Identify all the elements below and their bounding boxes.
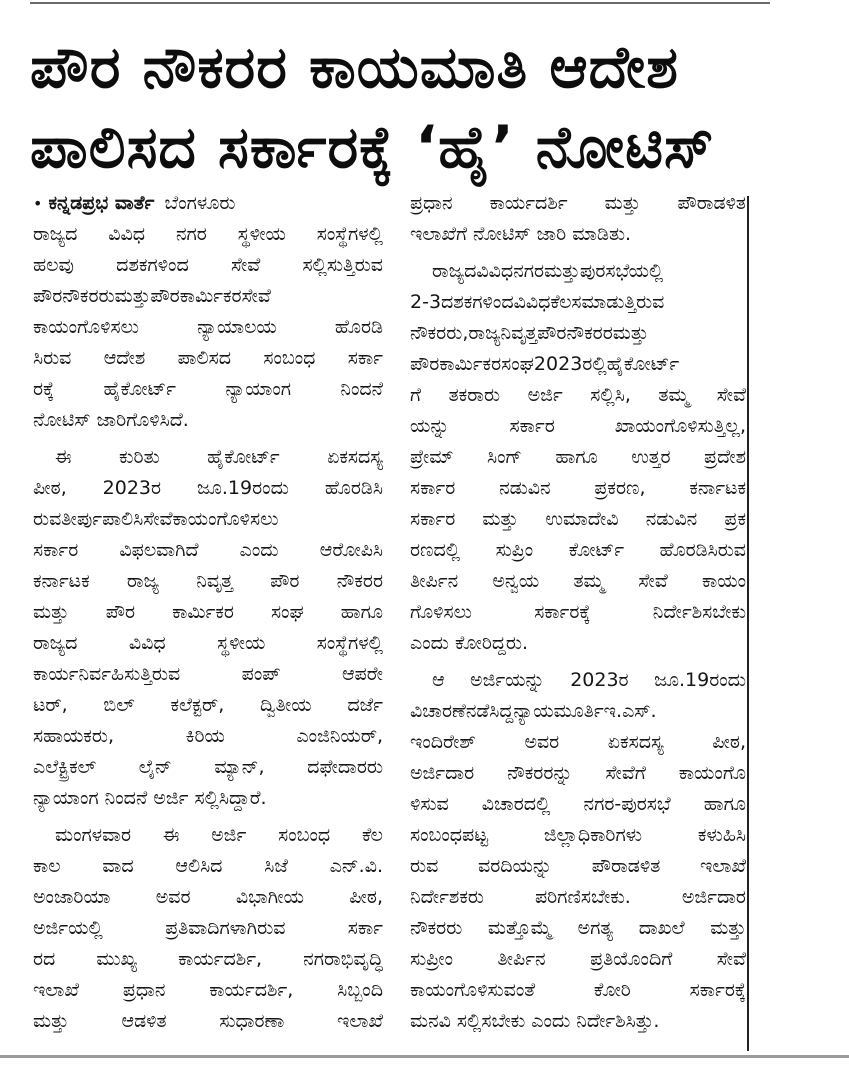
article-line: ನ್ಯಾಯಾಂಗ ನಿಂದನೆ ಅರ್ಜಿ ಸಲ್ಲಿಸಿದ್ದಾರೆ.: [33, 787, 267, 809]
article-line: ರಣದಲ್ಲಿ ಸುಪ್ರಿಂ ಕೋರ್ಟ್ ಹೊರಡಿಸಿರುವ: [410, 539, 746, 561]
article-line: ಕಾರ್ಯನಿರ್ವಹಿಸುತ್ತಿರುವ ಪಂಪ್ ಆಪರೇ: [33, 663, 383, 685]
article-line: ಮಂಗಳವಾರ ಈ ಅರ್ಜಿ ಸಂಬಂಧ ಕೆಲ: [55, 824, 383, 846]
article-line: ಗೊಳಿಸಲು ಸರ್ಕಾರಕ್ಕೆ ನಿರ್ದೇಶಿಸಬೇಕು: [410, 601, 746, 623]
headline: [30, 28, 760, 188]
article-line: ಮನವಿ ಸಲ್ಲಿಸಬೇಕು ಎಂದು ನಿರ್ದೇಶಿಸಿತ್ತು.: [410, 1010, 660, 1032]
article-line: ನಿರ್ದೇಶಕರು ಪರಿಗಣಿಸಬೇಕು. ಅರ್ಜಿದಾರ: [410, 886, 746, 908]
article-line: ಆ ಅರ್ಜಿಯನ್ನು 2023ರ ಜೂ.19ರಂದು: [432, 669, 746, 691]
article-line: ನೋಟಿಸ್ ಜಾರಿಗೊಳಿಸಿದೆ.: [33, 409, 189, 431]
article-line: ರಾಜ್ಯದವಿವಿಧನಗರಮತ್ತುಪುರಸಭೆಯಲ್ಲಿ: [432, 260, 664, 282]
article-line: ಸುಪ್ರೀಂ ತೀರ್ಪಿನ ಪ್ರತಿಯೊಂದಿಗೆ ಸೇವೆ: [410, 948, 746, 970]
article-line: ಇಲಾಖೆಗೆ ನೋಟಿಸ್ ಜಾರಿ ಮಾಡಿತು.: [410, 223, 632, 245]
left-column: [33, 188, 383, 1037]
article-line: ರಾಜ್ಯದ ವಿವಿಧ ಸ್ಥಳೀಯ ಸಂಸ್ಥೆಗಳಲ್ಲಿ: [33, 632, 383, 654]
article-line: ರಕ್ಕೆ ಹೈಕೋರ್ಟ್ ನ್ಯಾಯಾಂಗ ನಿಂದನೆ: [33, 378, 383, 400]
article-line: ನೌಕರರು,ರಾಜ್ಯನಿವೃತ್ತಪೌರನೌಕರರಮತ್ತು: [410, 322, 649, 344]
bottom-rule: [0, 1055, 849, 1058]
headline-line-2: ಪಾಲಿಸದ ಸರ್ಕಾರಕ್ಕೆ ‘ಹೈ’ ನೋಟಿಸ್: [30, 113, 715, 181]
article-line: ಸಂಬಂಧಪಟ್ಟ ಜಿಲ್ಲಾಧಿಕಾರಿಗಳು ಕಳುಹಿಸಿ: [410, 824, 746, 846]
article-line: ಸರ್ಕಾರ ನಡುವಿನ ಪ್ರಕರಣ, ಕರ್ನಾಟಕ: [410, 477, 746, 499]
article-line: ಟರ್, ಬಿಲ್ ಕಲೆಕ್ಟರ್, ದ್ವಿತೀಯ ದರ್ಜೆ: [33, 694, 383, 716]
article-line: ಇಂದಿರೇಶ್ ಅವರ ಏಕಸದಸ್ಯ ಪೀಠ,: [410, 731, 746, 753]
byline-place: ಬೆಂಗಳೂರು: [164, 192, 236, 214]
article-line: ಸರ್ಕಾರ ವಿಫಲವಾಗಿದೆ ಎಂದು ಆರೋಪಿಸಿ: [33, 539, 383, 561]
article-line: ಕಾಯಂಗೊಳಿಸಲು ನ್ಯಾಯಾಲಯ ಹೊರಡಿ: [33, 316, 383, 338]
article-line: ಸರ್ಕಾರ ಮತ್ತು ಉಮಾದೇವಿ ನಡುವಿನ ಪ್ರಕ: [410, 508, 746, 530]
article-line: ಇಲಾಖೆ ಪ್ರಧಾನ ಕಾರ್ಯದರ್ಶಿ, ಸಿಬ್ಬಂದಿ: [33, 979, 383, 1001]
byline: [33, 188, 383, 219]
article-line: ಅರ್ಜಿದಾರ ನೌಕರರನ್ನು ಸೇವೆಗೆ ಕಾಯಂಗೊ: [410, 762, 746, 784]
article-line: ಎಲೆಕ್ಟ್ರಿಕಲ್ ಲೈನ್ ಮ್ಯಾನ್, ದಫೇದಾರರು: [33, 756, 383, 778]
article-line: ಎಂದು ಕೋರಿದ್ದರು.: [410, 632, 529, 654]
article-line: ಮತ್ತು ಪೌರ ಕಾರ್ಮಿಕರ ಸಂಘ ಹಾಗೂ: [33, 601, 383, 623]
bullet-icon: •: [33, 194, 43, 213]
article-line: ಅರ್ಜಿಯಲ್ಲಿ ಪ್ರತಿವಾದಿಗಳಾಗಿರುವ ಸರ್ಕಾ: [33, 917, 383, 939]
article-line: ಳಿಸುವ ವಿಚಾರದಲ್ಲಿ ನಗರ-ಪುರಸಭೆ ಹಾಗೂ: [410, 793, 746, 815]
article-line: ಪೌರಕಾರ್ಮಿಕರಸಂಘ2023ರಲ್ಲಿಹೈಕೋರ್ಟ್: [410, 353, 680, 375]
article-line: ಯನ್ನು ಸರ್ಕಾರ ಖಾಯಂಗೊಳಿಸುತ್ತಿಲ್ಲ,: [410, 415, 746, 437]
column-divider: [747, 196, 749, 1051]
headline-line-1: ಪೌರ ನೌಕರರ ಕಾಯಮಾತಿ ಆದೇಶ: [30, 33, 679, 101]
article-line: ಗೆ ತಕರಾರು ಅರ್ಜಿ ಸಲ್ಲಿಸಿ, ತಮ್ಮ ಸೇವೆ: [410, 384, 746, 406]
article-line: ಪೀಠ, 2023ರ ಜೂ.19ರಂದು ಹೊರಡಿಸಿ: [33, 477, 383, 499]
article-line: ರಾಜ್ಯದ ವಿವಿಧ ನಗರ ಸ್ಥಳೀಯ ಸಂಸ್ಥೆಗಳಲ್ಲಿ: [33, 223, 383, 245]
article-line: ಈ ಕುರಿತು ಹೈಕೋರ್ಟ್ ಏಕಸದಸ್ಯ: [55, 446, 383, 468]
article-line: ಪ್ರಧಾನ ಕಾರ್ಯದರ್ಶಿ ಮತ್ತು ಪೌರಾಡಳಿತ: [410, 192, 746, 214]
article-line: ಕಾಯಂಗೊಳಿಸುವಂತೆ ಕೋರಿ ಸರ್ಕಾರಕ್ಕೆ: [410, 979, 746, 1001]
article-line: ಸಿರುವ ಆದೇಶ ಪಾಲಿಸದ ಸಂಬಂಧ ಸರ್ಕಾ: [33, 347, 383, 369]
article-line: ಹಲವು ದಶಕಗಳಿಂದ ಸೇವೆ ಸಲ್ಲಿಸುತ್ತಿರುವ: [33, 254, 383, 276]
article-line: ನೌಕರರು ಮತ್ತೊಮ್ಮೆ ಅಗತ್ಯ ದಾಖಲೆ ಮತ್ತು: [410, 917, 746, 939]
article-line: ಕಾಲ ವಾದ ಆಲಿಸಿದ ಸಿಜೆ ಎನ್.ವಿ.: [33, 855, 383, 877]
article-line: ಕರ್ನಾಟಕ ರಾಜ್ಯ ನಿವೃತ್ತ ಪೌರ ನೌಕರರ: [33, 570, 383, 592]
byline-source: ಕನ್ನಡಪ್ರಭ ವಾರ್ತೆ: [48, 192, 155, 214]
article-line: ಮತ್ತು ಆಡಳಿತ ಸುಧಾರಣಾ ಇಲಾಖೆ: [33, 1010, 383, 1032]
article-line: ಅಂಜಾರಿಯಾ ಅವರ ವಿಭಾಗೀಯ ಪೀಠ,: [33, 886, 383, 908]
article-line: ಪೌರನೌಕರರುಮತ್ತುಪೌರಕಾರ್ಮಿಕರಸೇವೆ: [33, 285, 271, 307]
article-line: ವಿಚಾರಣೆನಡೆಸಿದ್ದನ್ಯಾಯಮೂರ್ತಿಇ.ಎಸ್.: [410, 700, 657, 722]
article-line: ತೀರ್ಪಿನ ಅನ್ವಯ ತಮ್ಮ ಸೇವೆ ಕಾಯಂ: [410, 570, 746, 592]
article-line: ರುವ ವರದಿಯನ್ನು ಪೌರಾಡಳಿತ ಇಲಾಖೆ: [410, 855, 746, 877]
top-rule: [30, 2, 770, 4]
article-line: 2-3ದಶಕಗಳಿಂದವಿವಿಧಕೆಲಸಮಾಡುತ್ತಿರುವ: [410, 291, 665, 313]
article-line: ರದ ಮುಖ್ಯ ಕಾರ್ಯದರ್ಶಿ, ನಗರಾಭಿವೃದ್ಧಿ: [33, 948, 383, 970]
article-line: ಪ್ರೇಮ್ ಸಿಂಗ್ ಹಾಗೂ ಉತ್ತರ ಪ್ರದೇಶ: [410, 446, 746, 468]
article-line: ರುವತೀರ್ಪುಪಾಲಿಸಿಸೇವೆಕಾಯಂಗೊಳಿಸಲು: [33, 508, 279, 530]
article-line: ಸಹಾಯಕರು, ಕಿರಿಯ ಎಂಜಿನಿಯರ್,: [33, 725, 383, 747]
right-column: [410, 188, 746, 1037]
